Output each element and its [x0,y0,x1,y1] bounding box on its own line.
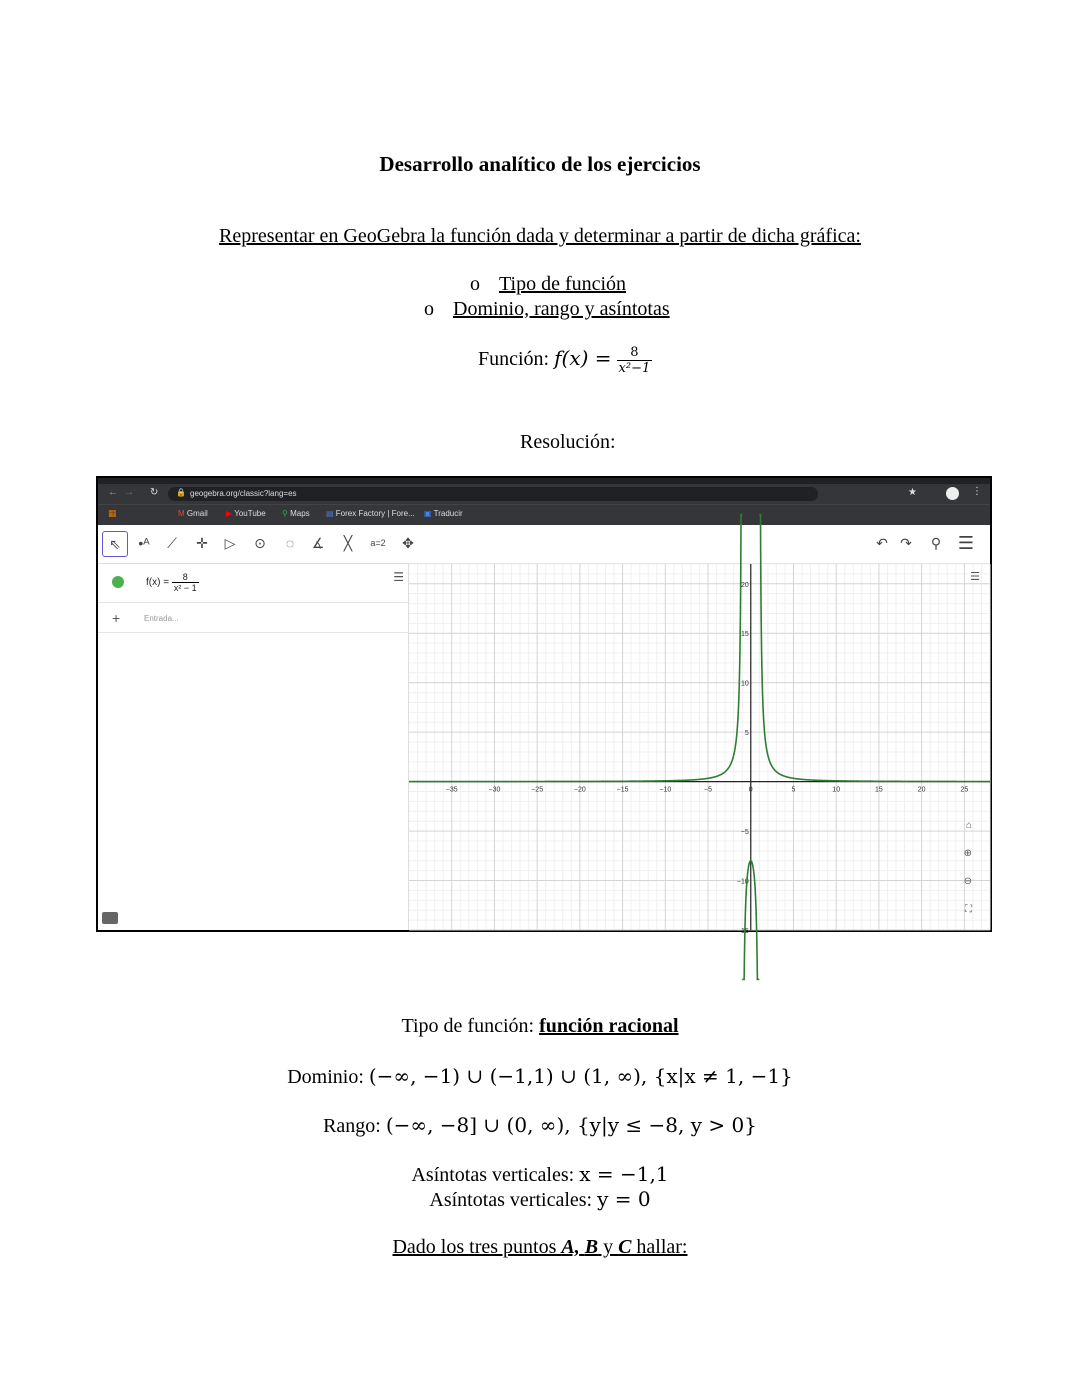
closing-after: hallar: [631,1236,688,1258]
slider-tool-icon[interactable]: a=2 [370,538,386,548]
divider [98,602,408,603]
bookmark-gmail[interactable] [178,509,208,518]
reload-icon[interactable]: ↻ [150,487,159,498]
dominio-label: Dominio: [287,1066,364,1088]
divider [98,632,408,633]
bookmark-youtube[interactable] [226,509,266,518]
instruction-text: Representar en GeoGebra la función dada y determinar a partir de dicha gráfica: [219,225,861,247]
forward-icon[interactable]: → [124,487,134,498]
forex-icon: ▤ [326,509,334,518]
x-tick-label: −5 [704,786,713,794]
polygon-tool-icon[interactable]: ▷ [224,534,236,551]
x-tick-label: −15 [616,786,629,794]
hamburger-menu-icon[interactable]: ☰ [957,532,975,553]
dominio-value: (−∞, −1) ∪ (−1,1) ∪ (1, ∞), {x|x ≠ 1, −1} [368,1064,793,1088]
point-a: A, [561,1236,580,1258]
rango-label: Rango: [323,1115,381,1137]
closing-text [392,1236,687,1258]
asintotas-2-label: Asíntotas verticales: [429,1189,593,1211]
undo-icon[interactable]: ↶ [876,534,888,551]
angle-tool-icon[interactable]: ∡ [311,534,325,551]
browser-url-bar [98,484,990,504]
x-tick-label: 25 [960,786,969,794]
algebra-entry-f[interactable] [146,572,199,593]
rango-value: (−∞, −8] ∪ (0, ∞), {y|y ≤ −8, y > 0} [385,1113,757,1137]
result-dominio [0,1064,1080,1089]
asintotas-2-value: y = 0 [597,1187,651,1211]
x-tick-label: 20 [917,786,926,794]
geogebra-screenshot [96,476,992,935]
result-rango [0,1113,1080,1138]
algebra-lhs: f(x) = [146,577,170,589]
function-line [478,345,652,376]
bookmark-label: YouTube [234,509,266,518]
result-asintotas-1 [0,1162,1080,1187]
x-tick-label: −30 [488,786,501,794]
maps-icon: ⚲ [282,509,288,518]
x-tick-label: −20 [573,786,586,794]
x-tick-label: 0 [748,786,753,794]
x-tick-label: −35 [445,786,458,794]
reflect-tool-icon[interactable]: ╳ [343,534,353,551]
function-plot[interactable] [409,564,990,935]
bookmark-label: Traducir [433,509,463,518]
bookmarks-bar [98,504,990,525]
circle-three-points-icon[interactable]: ◌ [285,535,295,551]
avatar[interactable] [946,487,959,500]
bookmark-forex[interactable] [326,509,415,518]
perpendicular-tool-icon[interactable]: ✛ [196,534,208,551]
address-field[interactable] [168,487,818,501]
function-label: Función: [478,348,550,371]
apps-grid-icon[interactable]: ▦ [108,508,117,518]
bookmark-traducir[interactable] [424,509,463,518]
y-tick-label: −15 [736,928,749,935]
asintotas-1-value: x = −1,1 [579,1162,669,1186]
asintotas-1-label: Asíntotas verticales: [411,1164,575,1186]
function-fraction [617,345,653,376]
y-tick-label: −10 [736,878,749,886]
lock-icon: 🔒 [176,488,186,497]
bookmark-maps[interactable] [282,509,310,518]
move-tool-icon[interactable]: ⇖ [102,531,128,557]
x-tick-label: 15 [875,786,883,794]
graphics-style-icon[interactable]: ☰ [970,571,980,583]
visibility-toggle[interactable] [112,576,124,588]
bookmark-label: Maps [290,509,310,518]
bullet-1-text: Tipo de función [499,273,627,295]
closing-line [0,1236,1080,1259]
algebra-fraction [172,572,199,593]
y-tick-label: −5 [740,829,749,837]
page-title: Desarrollo analítico de los ejercicios [379,152,701,176]
x-tick-label: 5 [791,786,796,794]
algebra-denominator: x² − 1 [173,583,197,593]
x-tick-label: −10 [659,786,672,794]
point-c: C [618,1236,632,1258]
bookmark-label: Forex Factory | Fore... [335,509,415,518]
algebra-numerator: 8 [182,572,188,582]
point-tool-icon[interactable]: •ᴬ [138,535,150,551]
home-icon[interactable]: ⌂ [965,820,972,831]
tipo-value: función racional [539,1015,679,1037]
redo-icon[interactable]: ↷ [900,534,912,551]
bullet-2-text: Dominio, rango y asíntotas [453,298,670,320]
tipo-label: Tipo de función: [401,1015,535,1037]
graphics-view[interactable] [409,564,990,935]
extension-icon[interactable]: ★ [908,487,917,498]
translate-icon: ▣ [424,509,432,518]
bullet-marker: o [424,298,434,320]
function-denominator: x²−1 [618,361,651,376]
zoom-in-icon[interactable]: ⊕ [963,848,972,859]
input-bar[interactable]: Entrada... [144,614,179,623]
circle-tool-icon[interactable]: ⊙ [254,534,266,551]
instruction [0,225,1080,248]
geogebra-toolbar [98,525,990,564]
move-view-icon[interactable]: ✥ [402,534,414,551]
closing-and: y [598,1236,619,1258]
y-tick-label: 15 [740,631,749,639]
add-icon[interactable]: + [112,610,121,626]
y-tick-label: 5 [744,730,749,738]
function-lhs: f(x) = [554,346,612,371]
x-tick-label: 10 [832,786,841,794]
resolution-label: Resolución: [520,431,616,453]
bullet-1 [470,273,626,296]
keyboard-icon[interactable] [102,912,118,924]
fullscreen-icon[interactable]: ⛶ [965,904,972,915]
zoom-out-icon[interactable]: ⊖ [963,876,972,887]
algebra-menu-icon[interactable]: ☰ [393,570,404,584]
closing-before: Dado los tres puntos [392,1236,562,1258]
url-text: geogebra.org/classic?lang=es [190,489,297,498]
youtube-icon: ▶ [226,509,233,518]
back-icon[interactable]: ← [108,487,118,498]
y-tick-label: 10 [740,680,749,688]
bookmark-label: Gmail [186,509,208,518]
x-tick-label: −25 [531,786,544,794]
point-b: B [584,1236,599,1258]
function-numerator: 8 [630,345,639,360]
line-tool-icon[interactable]: ⟋ [167,534,177,551]
bullet-2 [424,298,670,321]
y-tick-label: 20 [740,581,749,589]
gmail-icon: M [178,509,185,518]
algebra-view [98,564,409,930]
search-icon[interactable]: ⚲ [930,534,942,551]
result-asintotas-2 [0,1187,1080,1212]
result-tipo [0,1015,1080,1038]
bullet-marker: o [470,273,480,295]
menu-dots-icon[interactable]: ⋮ [972,486,982,497]
